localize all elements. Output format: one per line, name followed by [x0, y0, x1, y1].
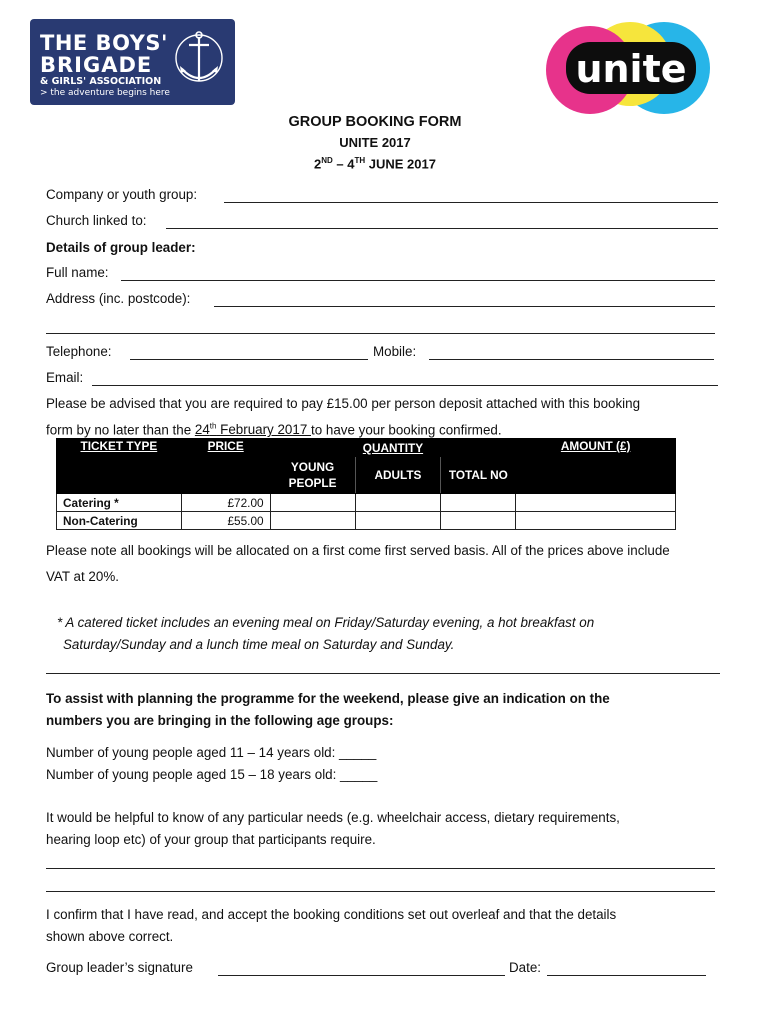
- full-name-field[interactable]: [121, 266, 715, 281]
- telephone-label: Telephone:: [46, 344, 112, 359]
- group-leader-heading: Details of group leader:: [46, 240, 196, 255]
- deposit-deadline: form by no later than the 24th February 2017 to have your booking confirmed.: [46, 422, 502, 438]
- catered-note-line1: * A catered ticket includes an evening meal on Friday/Saturday evening, a hot breakfast on: [57, 615, 595, 630]
- telephone-field[interactable]: [130, 345, 368, 360]
- anchor-crest-icon: [170, 27, 228, 89]
- unite-logo: [540, 20, 720, 114]
- event-name: UNITE 2017: [339, 135, 411, 150]
- boys-brigade-logo: [30, 19, 235, 105]
- deposit-notice: Please be advised that you are required to pay £15.00 per person deposit attached with this booking: [46, 396, 641, 411]
- young-people-cell[interactable]: [270, 494, 355, 512]
- address-label: Address (inc. postcode):: [46, 291, 191, 306]
- allocation-note: Please note all bookings will be allocated on a first come first served basis. All of the prices above include: [46, 543, 670, 558]
- address-field-line2[interactable]: [46, 319, 715, 334]
- signature-field[interactable]: [218, 961, 505, 976]
- catered-note-line2: Saturday/Sunday and a lunch time meal on Saturday and Sunday.: [63, 637, 455, 652]
- young-people-header: YOUNG PEOPLE: [270, 457, 355, 494]
- signature-label: Group leader’s signature: [46, 960, 193, 975]
- date-field[interactable]: [547, 961, 706, 976]
- email-label: Email:: [46, 370, 84, 385]
- ticket-type-header: TICKET TYPE: [57, 439, 182, 494]
- full-name-label: Full name:: [46, 265, 109, 280]
- company-field[interactable]: [224, 188, 718, 203]
- age-15-18-field[interactable]: Number of young people aged 15 – 18 years old: _____: [46, 767, 378, 782]
- needs-field-line2[interactable]: [46, 877, 715, 892]
- mobile-label: Mobile:: [373, 344, 417, 359]
- total-no-cell[interactable]: [441, 512, 516, 530]
- needs-field-line1[interactable]: [46, 854, 715, 869]
- table-row: [57, 512, 676, 530]
- adults-cell[interactable]: [355, 494, 441, 512]
- price-header: PRICE: [181, 439, 270, 494]
- young-people-cell[interactable]: [270, 512, 355, 530]
- form-title: GROUP BOOKING FORM: [288, 114, 462, 130]
- amount-cell[interactable]: [516, 494, 676, 512]
- ticket-table: [56, 438, 676, 530]
- total-no-cell[interactable]: [441, 494, 516, 512]
- quantity-header: QUANTITY: [270, 439, 516, 457]
- bb-logo-line1: THE BOYS': [40, 31, 168, 55]
- confirm-line1: I confirm that I have read, and accept the booking conditions set out overleaf and that the details: [46, 907, 617, 922]
- event-dates: 2ND – 4TH JUNE 2017: [314, 156, 436, 172]
- company-label: Company or youth group:: [46, 187, 198, 202]
- adults-header: ADULTS: [355, 457, 441, 494]
- church-label: Church linked to:: [46, 213, 147, 228]
- confirm-line2: shown above correct.: [46, 929, 174, 944]
- age-11-14-field[interactable]: Number of young people aged 11 – 14 years old: _____: [46, 745, 377, 760]
- address-field[interactable]: [214, 292, 715, 307]
- ticket-type-cell: Catering *: [57, 494, 182, 512]
- unite-logo-text: unite: [575, 47, 687, 91]
- needs-line1: It would be helpful to know of any particular needs (e.g. wheelchair access, dietary requirements,: [46, 810, 620, 825]
- mobile-field[interactable]: [429, 345, 714, 360]
- email-field[interactable]: [92, 371, 718, 386]
- needs-line2: hearing loop etc) of your group that participants require.: [46, 832, 376, 847]
- bb-logo-line2: BRIGADE: [40, 53, 153, 77]
- amount-header: AMOUNT (£): [516, 439, 676, 494]
- vat-note: VAT at 20%.: [46, 569, 119, 584]
- planning-heading-line1: To assist with planning the programme for the weekend, please give an indication on the: [46, 691, 610, 706]
- planning-heading-line2: numbers you are bringing in the following age groups:: [46, 713, 394, 728]
- bb-logo-line4: > the adventure begins here: [40, 88, 170, 98]
- price-cell: £55.00: [181, 512, 270, 530]
- price-cell: £72.00: [181, 494, 270, 512]
- bb-logo-line3: & GIRLS' ASSOCIATION: [40, 76, 162, 87]
- total-no-header: TOTAL NO: [441, 457, 516, 494]
- church-field[interactable]: [166, 214, 718, 229]
- ticket-type-cell: Non-Catering: [57, 512, 182, 530]
- amount-cell[interactable]: [516, 512, 676, 530]
- table-row: [57, 494, 676, 512]
- date-label: Date:: [509, 960, 542, 975]
- adults-cell[interactable]: [355, 512, 441, 530]
- section-divider: [46, 673, 720, 674]
